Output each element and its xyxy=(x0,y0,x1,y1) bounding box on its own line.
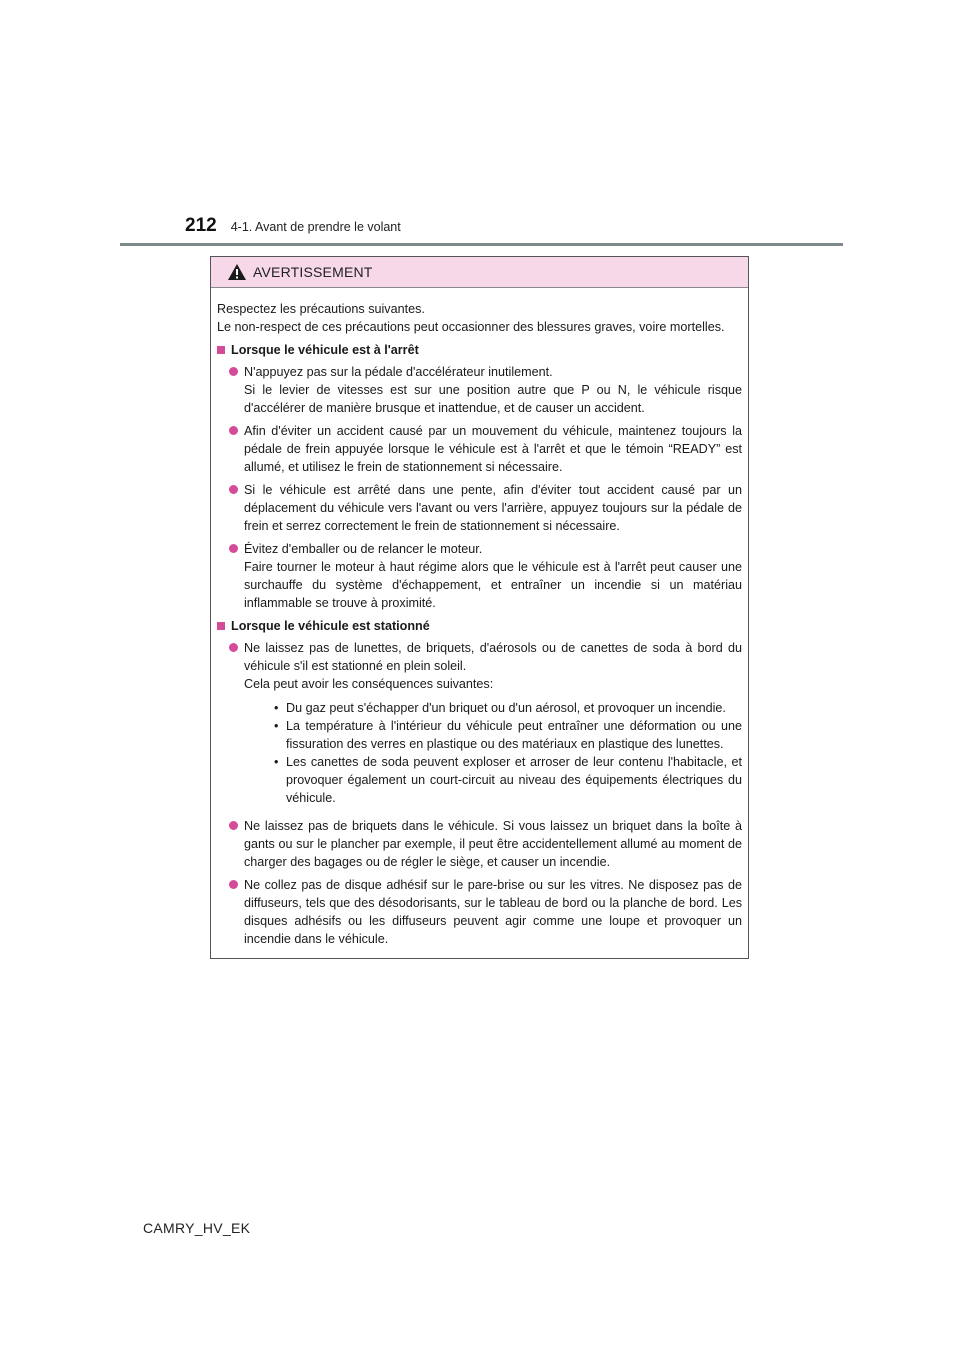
sub-list-item xyxy=(274,699,742,717)
item-line: Ne laissez pas de lunettes, de briquets, d'aérosols ou de canettes de soda à bord du véhicule s'il est stationné en plein soleil. xyxy=(244,641,742,673)
list-item-text xyxy=(244,639,742,812)
sub-item-text: Du gaz peut s'échapper d'un briquet ou d'un aérosol, et provoquer un incendie. xyxy=(286,701,726,715)
item-line: Ne laissez pas de briquets dans le véhicule. Si vous laissez un briquet dans la boîte à gants ou sur le plancher par exemple, il peut être accidentellement allumé au moment de charger des bagages ou de régler le siège, et causer un incendie. xyxy=(244,819,742,869)
list-item xyxy=(229,363,742,417)
list-item-text xyxy=(244,363,742,417)
list-item-text xyxy=(244,876,742,948)
list-item xyxy=(229,481,742,535)
circle-bullet-icon xyxy=(229,426,238,435)
sub-item-text: Les canettes de soda peuvent exploser et arroser de leur contenu l'habitacle, et provoquer également un court-circuit au niveau des équipements électriques du véhicule. xyxy=(286,755,742,805)
list-item xyxy=(229,639,742,812)
square-bullet-icon xyxy=(217,622,225,630)
document-code: CAMRY_HV_EK xyxy=(143,1220,251,1236)
item-line: Si le véhicule est arrêté dans une pente, afin d'éviter tout accident causé par un déplacement du véhicule vers l'avant ou vers l'arrière, appuyez toujours sur la pédale de frein et serrez correctement le frein de stationnement si nécessaire. xyxy=(244,483,742,533)
square-bullet-icon xyxy=(217,346,225,354)
warning-triangle-icon xyxy=(227,263,247,281)
dot-bullet-icon: • xyxy=(274,755,279,769)
item-line: N'appuyez pas sur la pédale d'accélérateur inutilement. xyxy=(244,365,553,379)
warning-header xyxy=(211,257,748,288)
intro-text: Le non-respect de ces précautions peut occasionner des blessures graves, voire mortelles. xyxy=(217,320,725,334)
warning-body xyxy=(211,288,748,948)
page-header xyxy=(185,215,401,237)
list-item-text xyxy=(244,422,742,476)
dot-bullet-icon: • xyxy=(274,719,279,733)
item-line: Afin d'éviter un accident causé par un mouvement du véhicule, maintenez toujours la pédale de frein appuyée lorsque le véhicule est à l'arrêt et que le témoin “READY” est allumé, et utilisez le frein de stationnement si nécessaire. xyxy=(244,424,742,474)
sub-list xyxy=(244,699,742,807)
item-line: Si le levier de vitesses est sur une position autre que P ou N, le véhicule risque d'accélérer de manière brusque et inattendue, et de causer un accident. xyxy=(244,383,742,415)
warning-box xyxy=(210,256,749,959)
item-line: Cela peut avoir les conséquences suivantes: xyxy=(244,677,494,691)
section-heading-text: Lorsque le véhicule est à l'arrêt xyxy=(231,343,419,357)
list-item-text xyxy=(244,540,742,612)
circle-bullet-icon xyxy=(229,880,238,889)
section-title: 4-1. Avant de prendre le volant xyxy=(230,220,401,234)
dot-bullet-icon: • xyxy=(274,701,279,715)
intro-text: Respectez les précautions suivantes. xyxy=(217,302,425,316)
list-item xyxy=(229,540,742,612)
page-number: 212 xyxy=(185,215,217,236)
circle-bullet-icon xyxy=(229,485,238,494)
warning-title: AVERTISSEMENT xyxy=(253,264,373,280)
circle-bullet-icon xyxy=(229,367,238,376)
sub-list-item xyxy=(274,753,742,807)
section-heading xyxy=(217,617,742,635)
item-line: Évitez d'emballer ou de relancer le moteur. xyxy=(244,542,483,556)
section-heading-text: Lorsque le véhicule est stationné xyxy=(231,619,430,633)
list-item-text xyxy=(244,817,742,871)
section-heading xyxy=(217,341,742,359)
list-item xyxy=(229,422,742,476)
header-divider xyxy=(120,243,843,246)
circle-bullet-icon xyxy=(229,643,238,652)
sub-list-item xyxy=(274,717,742,753)
item-line: Ne collez pas de disque adhésif sur le pare-brise ou sur les vitres. Ne disposez pas de diffuseurs, tels que des désodorisants, sur le tableau de bord ou la planche de bord. Les disques adhésifs ou les diffuseurs peuvent agir comme une loupe et provoquer un incendie dans le véhicule. xyxy=(244,878,742,946)
list-item-text xyxy=(244,481,742,535)
list-item xyxy=(229,817,742,871)
circle-bullet-icon xyxy=(229,821,238,830)
sub-item-text: La température à l'intérieur du véhicule peut entraîner une déformation ou une fissuration des verres en plastique ou des matériaux en plastique des lunettes. xyxy=(286,719,742,751)
item-line: Faire tourner le moteur à haut régime alors que le véhicule est à l'arrêt peut causer une surchauffe du système d'échappement, et entraîner un incendie si un matériau inflammable se trouve à proximité. xyxy=(244,560,742,610)
circle-bullet-icon xyxy=(229,544,238,553)
list-item xyxy=(229,876,742,948)
